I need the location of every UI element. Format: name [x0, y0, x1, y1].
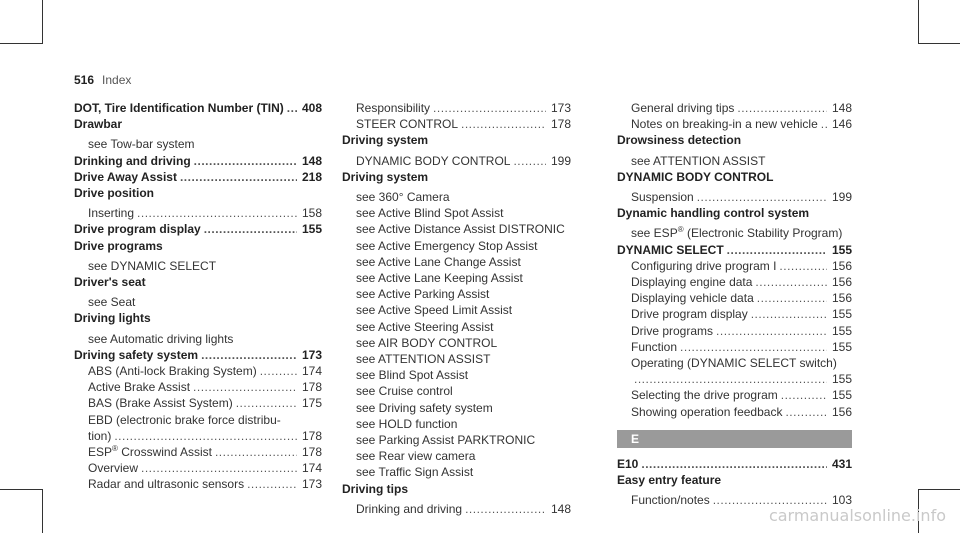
entry-label: Driving tips: [342, 481, 409, 496]
index-subentry[interactable]: [74, 136, 322, 152]
entry-label: see Rear view camera: [356, 449, 476, 464]
entry-text: [356, 367, 468, 383]
page-number: 516: [74, 73, 95, 87]
index-column-2: [342, 100, 571, 517]
entry-text: [617, 205, 809, 221]
entry-text: [631, 274, 752, 290]
index-subentry[interactable]: [74, 428, 322, 444]
index-entry[interactable]: [74, 221, 322, 237]
entry-text: [631, 492, 710, 508]
entry-label: see Active Steering Assist: [356, 319, 494, 334]
index-subentry[interactable]: [74, 395, 322, 411]
index-subentry[interactable]: [342, 254, 571, 270]
page-ref: 408: [301, 101, 322, 115]
entry-text: [356, 302, 512, 318]
leader-dots: [137, 205, 297, 221]
index-subentry[interactable]: [617, 189, 852, 205]
entry-text: [74, 310, 151, 326]
entry-label: EBD (electronic brake force distribu-: [88, 412, 281, 427]
leader-dots: [727, 242, 827, 258]
index-subentry[interactable]: [617, 387, 852, 403]
page-ref: 158: [301, 206, 322, 221]
index-entry[interactable]: [74, 116, 322, 132]
entry-text: [74, 100, 284, 116]
entry-label: see Driving safety system: [356, 400, 493, 415]
entry-label: DOT, Tire Identification Number (TIN): [74, 101, 284, 115]
index-subentry[interactable]: [342, 302, 571, 318]
entry-text: [356, 254, 521, 270]
index-subentry[interactable]: [74, 258, 322, 274]
page-ref: 155: [831, 388, 852, 403]
entry-text: [74, 169, 177, 185]
entry-label: Dynamic handling control system: [617, 206, 810, 221]
entry-label: Drinking and driving: [356, 501, 463, 516]
entry-label: see Blind Spot Assist: [356, 368, 469, 383]
entry-label: Drive position: [74, 186, 155, 201]
index-entry[interactable]: [74, 238, 322, 254]
entry-label: Easy entry feature: [617, 473, 722, 488]
section-header: E: [617, 430, 852, 448]
index-subentry[interactable]: [342, 400, 571, 416]
entry-label: STEER CONTROL: [356, 117, 459, 132]
index-subentry[interactable]: [617, 371, 852, 387]
page-ref: 174: [301, 364, 322, 379]
index-subentry[interactable]: [617, 355, 852, 371]
index-entry[interactable]: [74, 274, 322, 290]
entry-label: see Parking Assist PARKTRONIC: [356, 433, 536, 448]
leader-dots: [779, 258, 827, 274]
leader-dots: [465, 501, 546, 517]
entry-label: Driving system: [342, 133, 429, 148]
entry-text: [617, 472, 721, 488]
page-ref: 156: [831, 258, 852, 273]
entry-text: [88, 205, 134, 221]
index-subentry[interactable]: [342, 286, 571, 302]
index-subentry[interactable]: [342, 448, 571, 464]
entry-text: [74, 116, 122, 132]
entry-label: Function: [631, 339, 678, 354]
entry-text: [356, 270, 523, 286]
leader-dots: [215, 444, 297, 460]
entry-text: [631, 387, 778, 403]
entry-text: [88, 395, 233, 411]
entry-label: Showing operation feedback: [631, 404, 783, 419]
entry-text: [342, 169, 428, 185]
entry-label: see Active Emergency Stop Assist: [356, 238, 538, 253]
leader-dots: [697, 189, 827, 205]
entry-label: Drive program display: [74, 222, 201, 237]
leader-dots: [114, 428, 297, 444]
index-entry[interactable]: [74, 100, 322, 116]
leader-dots: [755, 274, 827, 290]
entry-label: see DYNAMIC SELECT: [88, 258, 217, 273]
page-ref: 199: [550, 153, 571, 168]
page-ref: 173: [550, 101, 571, 115]
leader-dots: [737, 100, 827, 116]
registered-mark: ®: [112, 444, 118, 454]
page-ref: 155: [301, 222, 322, 237]
entry-text: [88, 379, 190, 395]
entry-text: [88, 331, 233, 347]
entry-label: see 360° Camera: [356, 190, 450, 205]
index-subentry[interactable]: [617, 404, 852, 420]
index-subentry[interactable]: [617, 290, 852, 306]
page-ref: 173: [301, 347, 322, 362]
entry-text: [88, 363, 257, 379]
entry-label: Selecting the drive program: [631, 388, 778, 403]
leader-dots: [141, 460, 297, 476]
entry-label: Drive program display: [631, 307, 748, 322]
page-ref: 148: [301, 153, 322, 168]
page-ref: 178: [301, 445, 322, 460]
index-subentry[interactable]: [342, 335, 571, 351]
entry-label: Displaying vehicle data: [631, 291, 754, 306]
leader-dots: [751, 306, 827, 322]
leader-dots: [247, 476, 297, 492]
leader-dots: [785, 404, 827, 420]
entry-text: [74, 221, 201, 237]
leader-dots: [757, 290, 827, 306]
entry-label: see Active Lane Change Assist: [356, 254, 521, 269]
page-ref: 155: [831, 307, 852, 322]
page-header: [74, 73, 131, 87]
entry-text: [631, 225, 842, 241]
entry-text: [631, 306, 748, 322]
entry-text: [631, 258, 776, 274]
entry-text: [356, 221, 565, 237]
crop-mark: [918, 43, 960, 44]
entry-label: DYNAMIC SELECT: [617, 242, 724, 257]
entry-text: [74, 347, 198, 363]
index-column-1: [74, 100, 322, 493]
entry-label: tion): [88, 428, 112, 443]
entry-label: Responsibility: [356, 101, 431, 115]
entry-text: [74, 185, 154, 201]
entry-label: Active Brake Assist: [88, 380, 191, 395]
entry-label: Suspension: [631, 190, 694, 205]
crop-mark: [918, 489, 960, 490]
entry-label: see AIR BODY CONTROL: [356, 335, 498, 350]
page-ref: 218: [301, 169, 322, 184]
entry-text: [88, 428, 111, 444]
index-subentry[interactable]: [617, 100, 852, 116]
index-subentry[interactable]: [342, 351, 571, 367]
index-subentry[interactable]: [342, 464, 571, 480]
entry-text: [74, 274, 146, 290]
index-subentry[interactable]: [342, 238, 571, 254]
index-subentry[interactable]: [342, 383, 571, 399]
entry-text: [356, 501, 462, 517]
entry-label: E10: [617, 456, 639, 471]
entry-label: DYNAMIC BODY CONTROL: [617, 169, 774, 184]
index-entry[interactable]: [342, 132, 571, 148]
index-subentry[interactable]: [342, 189, 571, 205]
entry-text: [356, 116, 458, 132]
entry-label: see Automatic driving lights: [88, 331, 234, 346]
entry-label-cont: (Electronic Stability Program): [683, 226, 843, 241]
page-ref: 174: [301, 461, 322, 476]
entry-label: Drive Away Assist: [74, 169, 177, 184]
entry-label: Displaying engine data: [631, 275, 753, 290]
entry-text: [74, 153, 191, 169]
entry-label: Drive programs: [74, 238, 163, 253]
page-ref: 155: [831, 339, 852, 354]
leader-dots: [201, 347, 297, 363]
index-subentry[interactable]: [617, 258, 852, 274]
page-ref: 178: [301, 428, 322, 443]
page-ref: 156: [831, 404, 852, 419]
entry-text: [88, 444, 212, 460]
crop-mark: [0, 489, 42, 490]
entry-text: [356, 383, 453, 399]
entry-label: Notes on breaking-in a new vehicle: [631, 117, 818, 132]
entry-text: [631, 323, 713, 339]
index-entry[interactable]: [74, 153, 322, 169]
page-ref: 146: [831, 117, 852, 132]
index-subentry[interactable]: [342, 501, 571, 517]
index-subentry[interactable]: [74, 412, 322, 428]
page-ref: 178: [550, 117, 571, 132]
entry-label: see Active Blind Spot Assist: [356, 206, 504, 221]
entry-text: [356, 464, 473, 480]
entry-text: [356, 432, 535, 448]
entry-text: [631, 153, 765, 169]
page-ref: 155: [831, 242, 852, 257]
index-entry[interactable]: [74, 185, 322, 201]
entry-label: see ESP: [631, 226, 678, 241]
page-ref: 103: [831, 493, 852, 508]
index-subentry[interactable]: [342, 221, 571, 237]
entry-text: [631, 189, 694, 205]
entry-text: [617, 132, 741, 148]
entry-text: [356, 400, 493, 416]
crop-mark: [0, 43, 42, 44]
leader-dots: [193, 379, 297, 395]
entry-text: [88, 460, 138, 476]
index-subentry[interactable]: [617, 323, 852, 339]
index-subentry[interactable]: [74, 294, 322, 310]
index-entry[interactable]: [617, 242, 852, 258]
page-ref: 431: [831, 456, 852, 471]
index-subentry[interactable]: [74, 363, 322, 379]
entry-label: BAS (Brake Assist System): [88, 396, 233, 411]
index-entry[interactable]: [617, 456, 852, 472]
entry-text: [356, 205, 503, 221]
entry-text: [631, 116, 818, 132]
leader-dots: [821, 116, 827, 132]
leader-dots: [641, 456, 827, 472]
entry-label: Driver's seat: [74, 275, 146, 290]
index-entry[interactable]: [74, 310, 322, 326]
leader-dots: [204, 221, 297, 237]
entry-text: [342, 481, 408, 497]
entry-label: Inserting: [88, 206, 135, 221]
entry-text: [74, 238, 163, 254]
entry-label: see Active Parking Assist: [356, 287, 490, 302]
entry-label: Function/notes: [631, 493, 710, 508]
index-subentry[interactable]: [617, 339, 852, 355]
index-entry[interactable]: [74, 347, 322, 363]
index-subentry[interactable]: [74, 205, 322, 221]
entry-label: see HOLD function: [356, 416, 458, 431]
leader-dots: [260, 363, 297, 379]
entry-label: DYNAMIC BODY CONTROL: [356, 153, 511, 168]
leader-dots: [287, 100, 297, 116]
index-subentry[interactable]: [342, 416, 571, 432]
index-entry[interactable]: [342, 481, 571, 497]
page-ref: 156: [831, 275, 852, 290]
entry-label: Drive programs: [631, 323, 714, 338]
entry-label-cont: Crosswind Assist: [117, 445, 212, 460]
index-subentry[interactable]: [74, 444, 322, 460]
page-ref: 199: [831, 190, 852, 205]
entry-text: [356, 335, 497, 351]
entry-label: see Active Distance Assist DISTRONIC: [356, 222, 565, 237]
entry-text: [631, 404, 782, 420]
entry-label: Configuring drive program I: [631, 258, 777, 273]
index-subentry[interactable]: [74, 460, 322, 476]
entry-text: [356, 153, 510, 169]
entry-text: [356, 416, 457, 432]
entry-label: Drawbar: [74, 117, 123, 132]
entry-label: Driving lights: [74, 311, 151, 326]
entry-label: see Traffic Sign Assist: [356, 465, 474, 480]
entry-label: Drowsiness detection: [617, 133, 742, 148]
entry-text: [88, 294, 135, 310]
entry-label: Drinking and driving: [74, 153, 191, 168]
index-subentry[interactable]: [342, 367, 571, 383]
entry-text: [631, 290, 754, 306]
entry-text: [342, 132, 428, 148]
index-subentry[interactable]: [617, 153, 852, 169]
entry-text: [356, 448, 475, 464]
entry-text: [356, 351, 490, 367]
entry-text: [631, 339, 677, 355]
index-subentry[interactable]: [617, 116, 852, 132]
index-column-3: [617, 100, 852, 508]
index-entry[interactable]: [617, 472, 852, 488]
entry-label: see Seat: [88, 295, 136, 310]
entry-label: see Tow-bar system: [88, 137, 195, 152]
leader-dots: [680, 339, 827, 355]
entry-label: Overview: [88, 461, 139, 476]
leader-dots: [236, 395, 297, 411]
index-subentry[interactable]: [342, 319, 571, 335]
index-subentry[interactable]: [617, 274, 852, 290]
entry-text: [88, 476, 244, 492]
entry-label: see ATTENTION ASSIST: [631, 153, 766, 168]
entry-label: General driving tips: [631, 101, 735, 115]
page-ref: 155: [831, 323, 852, 338]
page-ref: 178: [301, 380, 322, 395]
entry-text: [356, 319, 493, 335]
leader-dots: [634, 371, 827, 387]
entry-text: [356, 189, 450, 205]
entry-label: ABS (Anti-lock Braking System): [88, 364, 257, 379]
entry-text: [631, 355, 837, 371]
index-subentry[interactable]: [74, 476, 322, 492]
entry-text: [356, 100, 430, 116]
entry-text: [617, 169, 773, 185]
index-subentry[interactable]: [342, 116, 571, 132]
index-entry[interactable]: [617, 205, 852, 221]
leader-dots: [180, 169, 297, 185]
crop-mark: [42, 489, 43, 533]
index-subentry[interactable]: [342, 100, 571, 116]
entry-label: see Active Speed Limit Assist: [356, 303, 513, 318]
entry-text: [88, 412, 281, 428]
entry-label: Driving safety system: [74, 347, 199, 362]
index-entry[interactable]: [342, 169, 571, 185]
entry-text: [631, 100, 734, 116]
entry-label: see ATTENTION ASSIST: [356, 352, 491, 367]
page-ref: 155: [831, 372, 852, 387]
page-ref: 173: [301, 477, 322, 492]
index-subentry[interactable]: [342, 153, 571, 169]
leader-dots: [513, 153, 546, 169]
index-subentry[interactable]: [342, 270, 571, 286]
page-ref: 156: [831, 291, 852, 306]
registered-mark: ®: [677, 225, 684, 235]
index-subentry[interactable]: [342, 205, 571, 221]
entry-text: [617, 456, 638, 472]
entry-label: see Cruise control: [356, 384, 453, 399]
leader-dots: [433, 100, 546, 116]
entry-label: see Active Lane Keeping Assist: [356, 271, 523, 286]
leader-dots: [716, 323, 827, 339]
index-entry[interactable]: [617, 132, 852, 148]
index-subentry[interactable]: [617, 306, 852, 322]
entry-label: ESP: [88, 445, 113, 460]
entry-label: Driving system: [342, 169, 429, 184]
page-ref: 175: [301, 396, 322, 411]
crop-mark: [918, 0, 919, 44]
entry-text: [88, 258, 216, 274]
entry-label: Operating (DYNAMIC SELECT switch): [631, 356, 837, 371]
page-title: Index: [102, 73, 132, 87]
leader-dots: [781, 387, 827, 403]
crop-mark: [42, 0, 43, 44]
index-subentry[interactable]: [342, 432, 571, 448]
index-subentry[interactable]: [74, 331, 322, 347]
entry-text: [88, 136, 194, 152]
index-subentry[interactable]: [617, 225, 852, 241]
entry-text: [356, 238, 537, 254]
entry-text: [617, 242, 724, 258]
index-subentry[interactable]: [74, 379, 322, 395]
entry-text: [356, 286, 489, 302]
entry-label: Radar and ultrasonic sensors: [88, 477, 245, 492]
page-ref: 148: [831, 101, 852, 115]
leader-dots: [194, 153, 297, 169]
index-entry[interactable]: [74, 169, 322, 185]
index-entry[interactable]: [617, 169, 852, 185]
watermark: carmanualsonline.info: [768, 506, 946, 525]
leader-dots: [461, 116, 546, 132]
page-ref: 148: [550, 501, 571, 516]
